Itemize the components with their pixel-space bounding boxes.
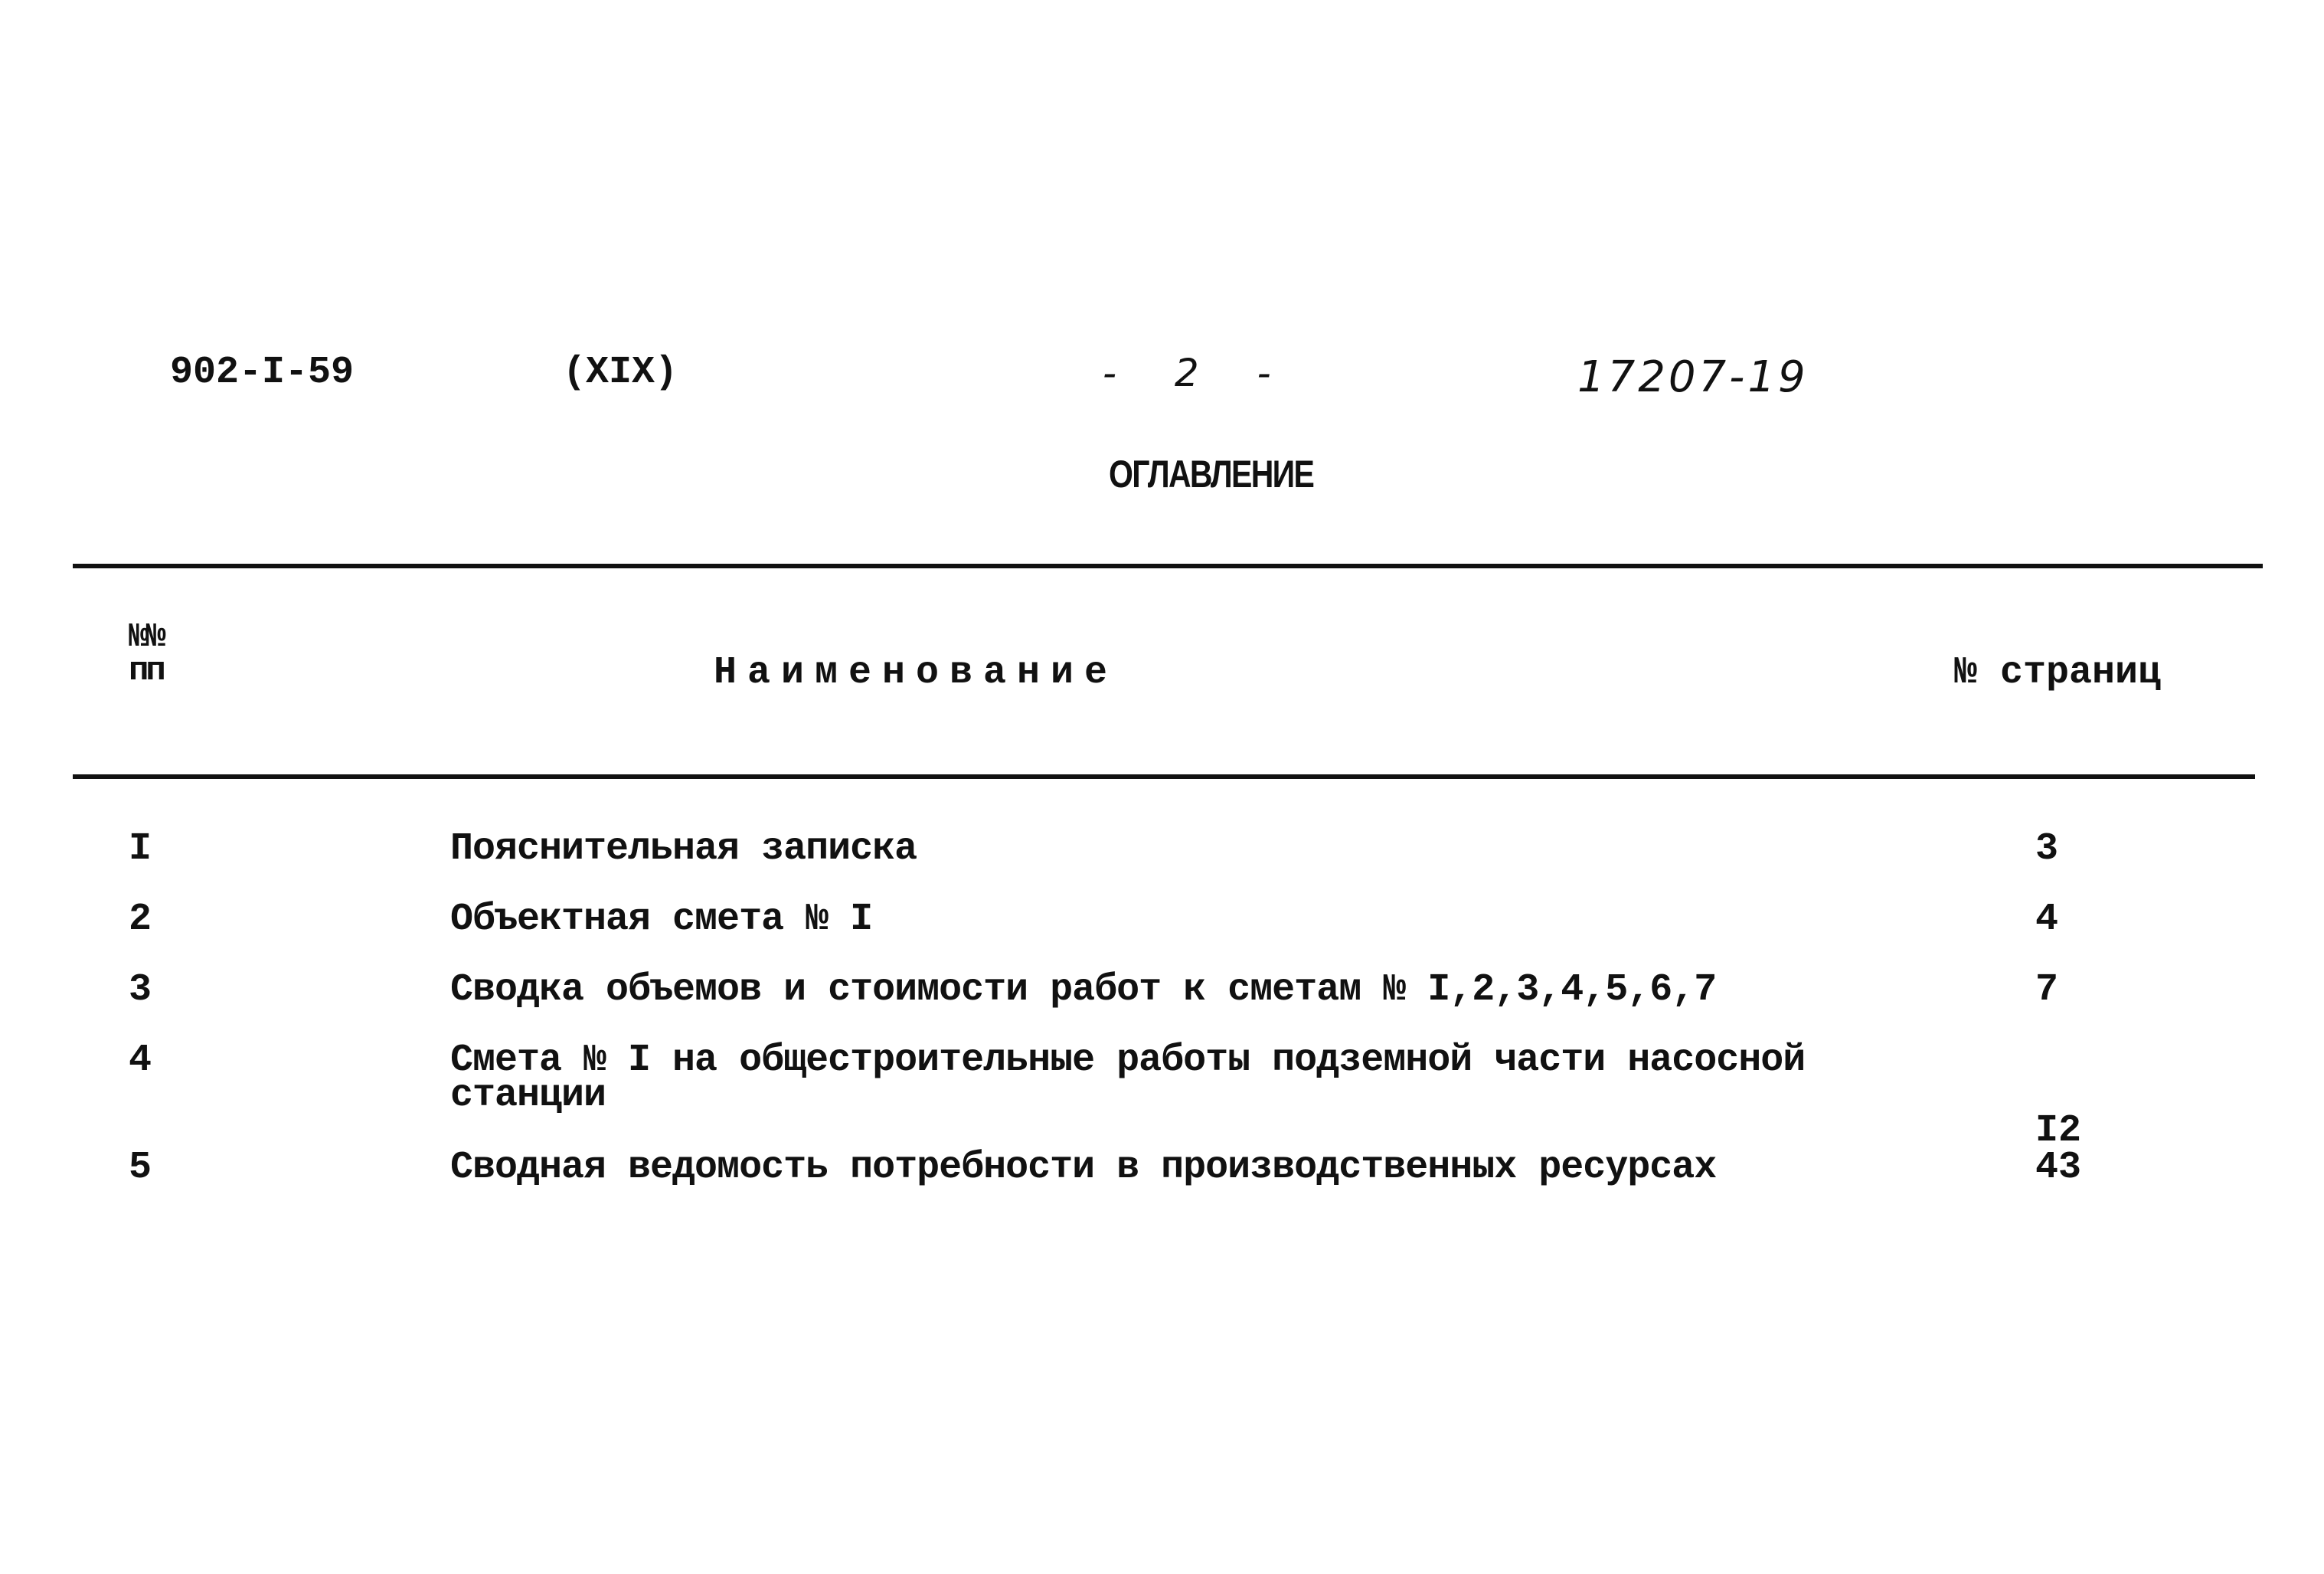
volume-number: (XIX)	[563, 351, 678, 394]
column-header-name: Наименование	[714, 651, 1119, 695]
row-page: 7	[2035, 968, 2059, 1012]
header-rule	[73, 774, 2255, 779]
page-title: ОГЛАВЛЕНИЕ	[1109, 453, 1314, 496]
row-title: Сводка объемов и стоимости работ к сметам № I,2,3,4,5,6,7	[450, 968, 1717, 1012]
row-title: Объектная смета № I	[450, 898, 873, 941]
row-page: 3	[2035, 827, 2059, 871]
page-number: - 2 -	[1103, 351, 1271, 395]
row-page: 43	[2035, 1146, 2082, 1189]
row-number: 5	[129, 1146, 152, 1189]
row-number: 3	[129, 968, 152, 1012]
row-page: 4	[2035, 898, 2059, 941]
inventory-number: 17207-19	[1577, 352, 1809, 402]
column-header-number: №№ пп	[129, 618, 163, 690]
row-number: 4	[129, 1039, 152, 1082]
column-header-pages: № страниц	[1954, 651, 2162, 695]
row-title: Сводная ведомость потребности в производственных ресурсах	[450, 1146, 1717, 1189]
top-rule	[73, 564, 2263, 568]
row-number: 2	[129, 898, 152, 941]
row-title: Пояснительная записка	[450, 827, 917, 871]
row-number: I	[129, 827, 152, 871]
document-code: 902-I-59	[170, 351, 355, 394]
row-title: Смета № I на общестроительные работы подземной части насосной станции	[450, 1039, 1806, 1118]
row-page: I2	[2035, 1109, 2082, 1153]
